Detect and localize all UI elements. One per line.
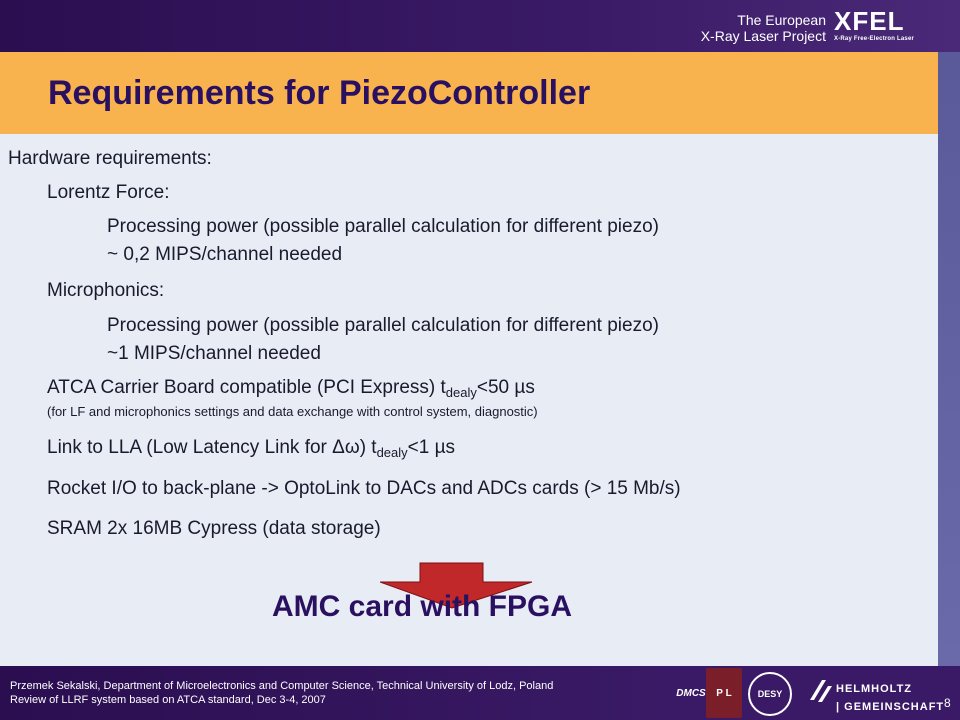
xfel-logo xyxy=(834,8,934,42)
sram-requirement: SRAM 2x 16MB Cypress (data storage) xyxy=(47,518,381,539)
xfel-logo-name: XFEL xyxy=(834,6,905,36)
amc-card-label: AMC card with FPGA xyxy=(272,590,573,623)
university-logo: P L xyxy=(706,668,742,718)
footer-line-1: Przemek Sekalski, Department of Microelectronics and Computer Science, Technical University of Lodz, Poland xyxy=(10,680,554,692)
page-number: 8 xyxy=(944,696,951,710)
lorentz-line-1: Processing power (possible parallel calculation for different piezo) xyxy=(107,216,659,237)
footer-line-2: Review of LLRF system based on ATCA standard, Dec 3-4, 2007 xyxy=(10,694,326,706)
micro-line-2: ~1 MIPS/channel needed xyxy=(107,343,321,364)
lorentz-heading: Lorentz Force: xyxy=(47,182,170,203)
side-stripe xyxy=(938,52,960,666)
slide-title: Requirements for PiezoController xyxy=(48,74,591,112)
micro-heading: Microphonics: xyxy=(47,280,165,301)
helmholtz-line-1: HELMHOLTZ xyxy=(836,683,913,695)
hw-heading: Hardware requirements: xyxy=(8,148,212,169)
org-line-2: X-Ray Laser Project xyxy=(700,28,826,44)
org-line-1: The European xyxy=(737,12,826,28)
helmholtz-icon xyxy=(808,676,834,706)
micro-line-1: Processing power (possible parallel calculation for different piezo) xyxy=(107,315,659,336)
atca-text: ATCA Carrier Board compatible (PCI Express) t xyxy=(47,377,446,398)
link-requirement xyxy=(47,437,455,460)
link-subscript: dealy xyxy=(376,445,408,460)
helmholtz-line-2: | GEMEINSCHAFT xyxy=(836,701,945,713)
desy-logo: DESY xyxy=(748,672,792,716)
link-value: <1 µs xyxy=(407,437,456,458)
dmcs-logo: DMCS xyxy=(676,687,706,699)
org-name xyxy=(606,12,826,44)
atca-subscript: dealy xyxy=(445,385,477,400)
atca-note: (for LF and microphonics settings and data exchange with control system, diagnostic) xyxy=(47,404,538,419)
xfel-logo-subtitle: X-Ray Free-Electron Laser xyxy=(834,36,915,42)
rocket-requirement: Rocket I/O to back-plane -> OptoLink to DACs and ADCs cards (> 15 Mb/s) xyxy=(47,478,681,499)
atca-requirement xyxy=(47,377,535,400)
lorentz-line-2: ~ 0,2 MIPS/channel needed xyxy=(107,244,343,265)
helmholtz-logo xyxy=(836,680,944,716)
atca-value: <50 µs xyxy=(476,377,535,398)
footer-credits xyxy=(10,679,553,707)
link-text: Link to LLA (Low Latency Link for Δω) t xyxy=(47,437,377,458)
